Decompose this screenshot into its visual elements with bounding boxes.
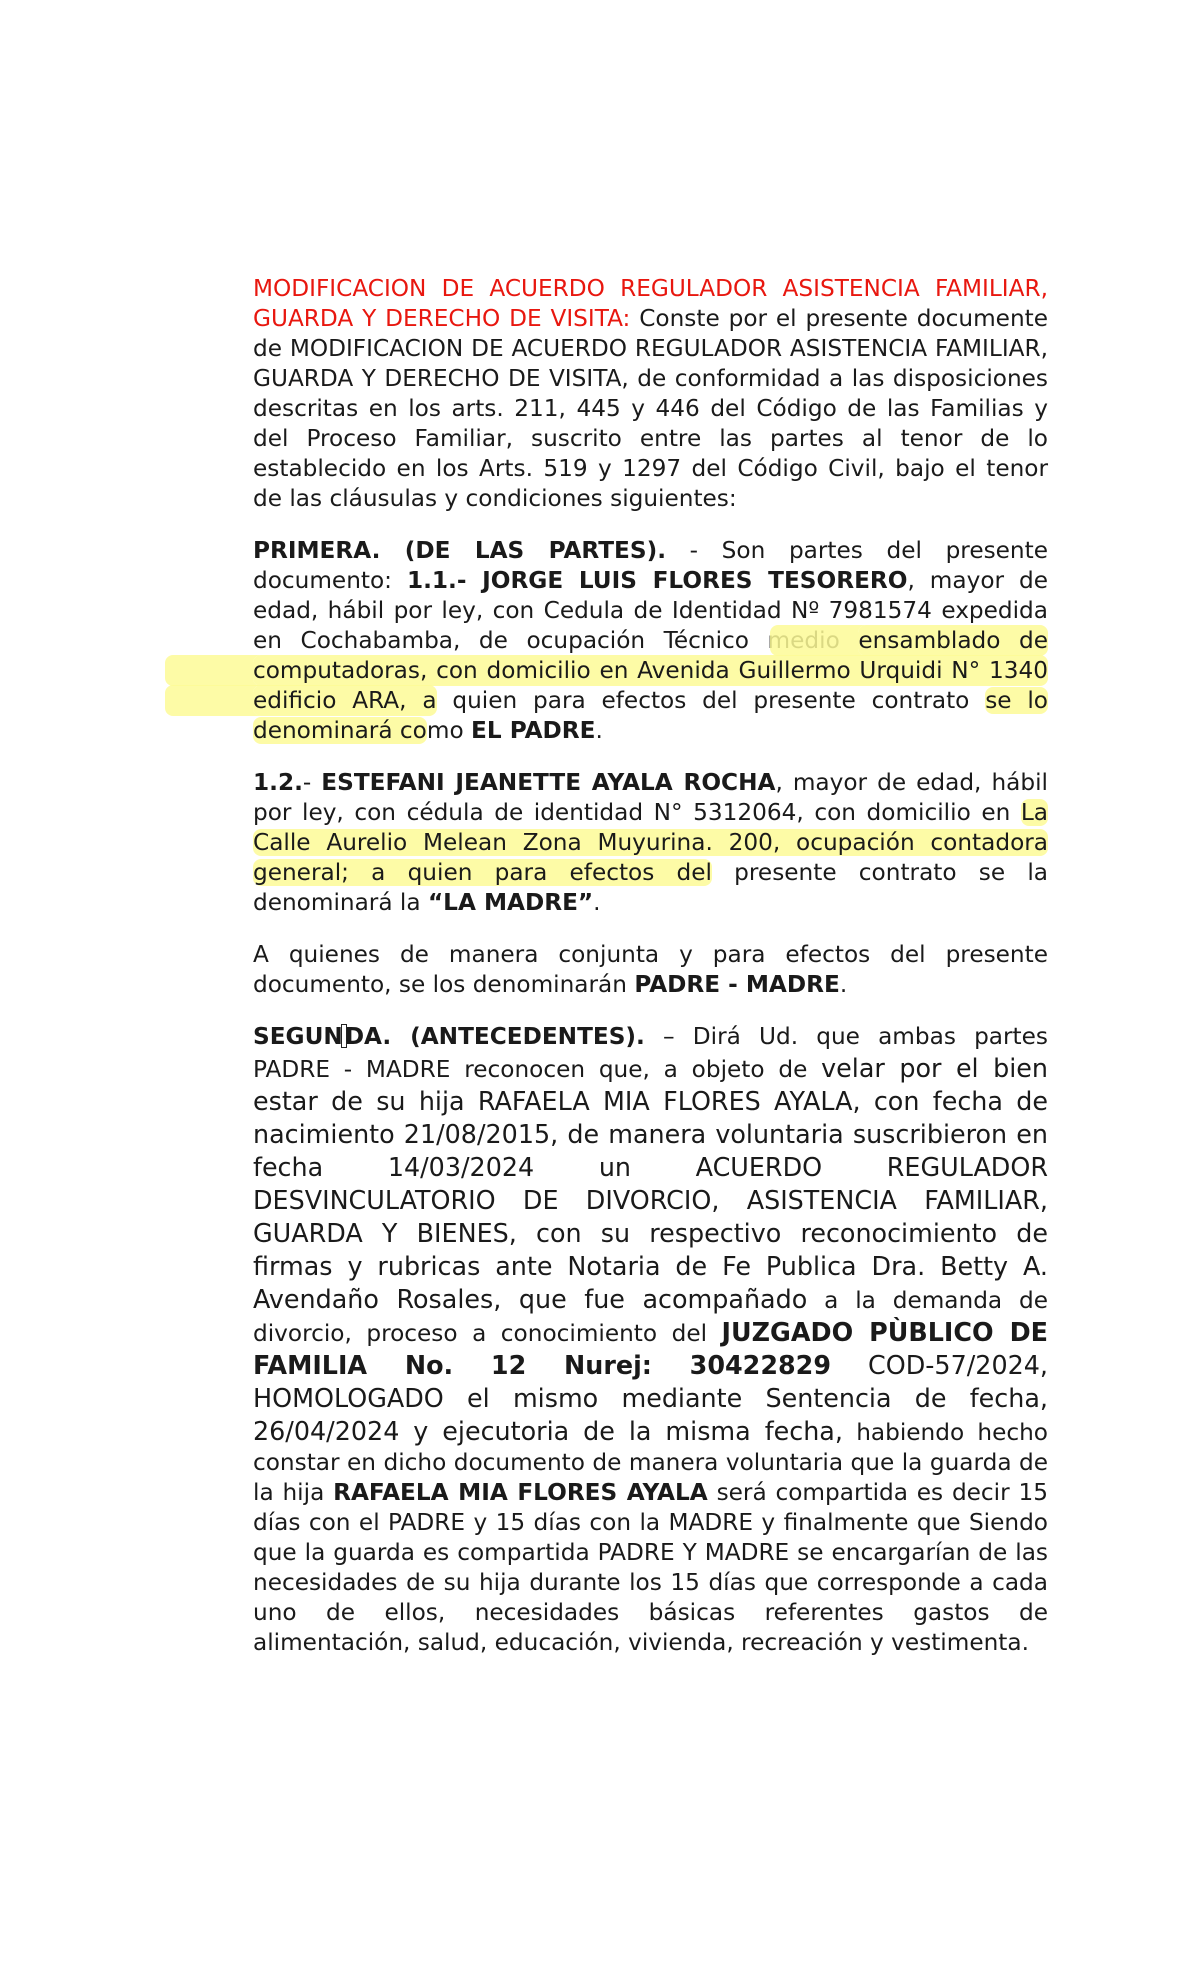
el-padre-label: EL PADRE — [471, 717, 596, 744]
clause-party-2 — [253, 768, 1048, 918]
text-segment: , mayor de edad, hábil por ley, con Cedula de Identidad Nº 7981574 expedida en Cochabamba, de ocupación Técnico medio — [253, 567, 1048, 654]
text-segment: habiendo hecho constar en dicho documento de manera voluntaria que la guarda de la hija — [253, 1419, 1048, 1506]
hija-name: RAFAELA MIA FLORES AYALA — [333, 1479, 708, 1506]
text-segment: , mayor de edad, hábil por ley, con cédula de identidad N° 5312064, con domicilio en — [253, 769, 1048, 826]
text-segment: a la demanda de divorcio, proceso a conocimiento del — [253, 1287, 1048, 1347]
text-segment: - Son partes del presente documento: — [253, 537, 1048, 594]
clause-segunda — [253, 1022, 1048, 1658]
highlight-address-padre: ensamblado de computadoras, con domicilio en Avenida Guillermo Urquidi N° 1340 edificio ARA, a — [253, 627, 1048, 714]
highlight-denominara: se lo denominará co — [253, 687, 1048, 744]
clause-primera — [253, 536, 1048, 746]
highlight-address-madre: La Calle Aurelio Melean Zona Muyurina. 200, ocupación contadora general; a quien para efectos del — [253, 799, 1048, 886]
text-segment: - — [302, 769, 322, 796]
text-segment: presente contrato se la denominará la — [253, 859, 1048, 916]
clause-segunda-label-a: SEGUN — [253, 1023, 343, 1050]
document-title: MODIFICACION DE ACUERDO REGULADOR ASISTENCIA FAMILIAR, GUARDA Y DERECHO DE VISITA: — [253, 275, 1048, 332]
text-segment: quien para efectos del presente contrato — [436, 687, 986, 714]
text-segment-large: COD-57/2024, HOMOLOGADO el — [253, 1350, 1048, 1413]
text-segment-large: velar por el bien estar de su hija RAFAELA MIA FLORES AYALA, con fecha de nacimiento 21/08/2015, de manera voluntaria suscribieron en fecha 14/03/2024 un ACUERDO REGULADOR DESVINCULATORIO DE DIVORCIO, ASISTENCIA FAMILIAR, GUARDA Y BIENES, con su respectivo reconocimiento de firmas y rubricas ante Notaria de Fe Publica Dra. Betty A. Avendaño Rosales, que fue acompañado — [253, 1053, 1048, 1314]
clause-primera-label: PRIMERA. (DE LAS PARTES). — [253, 537, 666, 564]
la-madre-label: “LA MADRE” — [427, 889, 594, 916]
text-segment: – Dirá Ud. que ambas partes PADRE - MADRE reconocen que, a objeto de — [253, 1023, 1048, 1083]
party-2-name: ESTEFANI JEANETTE AYALA ROCHA — [321, 769, 776, 796]
intro-paragraph — [253, 274, 1048, 514]
intro-text: Conste por el presente documente de MODIFICACION DE ACUERDO REGULADOR ASISTENCIA FAMILIAR, GUARDA Y DERECHO DE VISITA, de conformidad a las disposiciones descritas en los arts. 211, 445 y 446 del Código de las Familias y del Proceso Familiar, suscrito entre las partes al tenor de lo establecido en los Arts. 519 y 1297 del Código Civil, bajo el tenor de las cláusulas y condiciones siguientes: — [253, 305, 1048, 512]
text-segment: . — [839, 971, 848, 998]
party-2-number: 1.2. — [253, 769, 303, 796]
text-segment: A quienes de manera conjunta y para efectos del presente documento, se los denominarán — [253, 941, 1048, 998]
text-segment-large: mismo mediante Sentencia de fecha, 26/04/2024 y ejecutoria de la misma fecha, — [253, 1383, 1048, 1446]
text-segment: será compartida es decir 15 días con el PADRE y 15 días con la MADRE y finalmente que Siendo que la guarda es compartida PADRE Y MADRE se encargarían de las necesidades de su hija durante los 15 días que corresponde a cada uno de ellos, necesidades básicas referentes gastos de alimentación, salud, educación, vivienda, recreación y vestimenta. — [253, 1479, 1049, 1656]
text-segment: . — [595, 717, 603, 744]
clause-segunda-label-b: DA. (ANTECEDENTES). — [344, 1023, 645, 1050]
text-segment: . — [593, 889, 601, 916]
joint-designation-paragraph — [253, 940, 1048, 1000]
padre-madre-label: PADRE - MADRE — [634, 971, 840, 998]
juzgado-label: JUZGADO PÙBLICO DE FAMILIA No. 12 Nurej: 30422829 — [253, 1317, 1048, 1380]
text-segment: mo — [426, 717, 472, 744]
document-body — [253, 274, 1048, 1680]
party-1-label: 1.1.- JORGE LUIS FLORES TESORERO — [406, 567, 908, 594]
